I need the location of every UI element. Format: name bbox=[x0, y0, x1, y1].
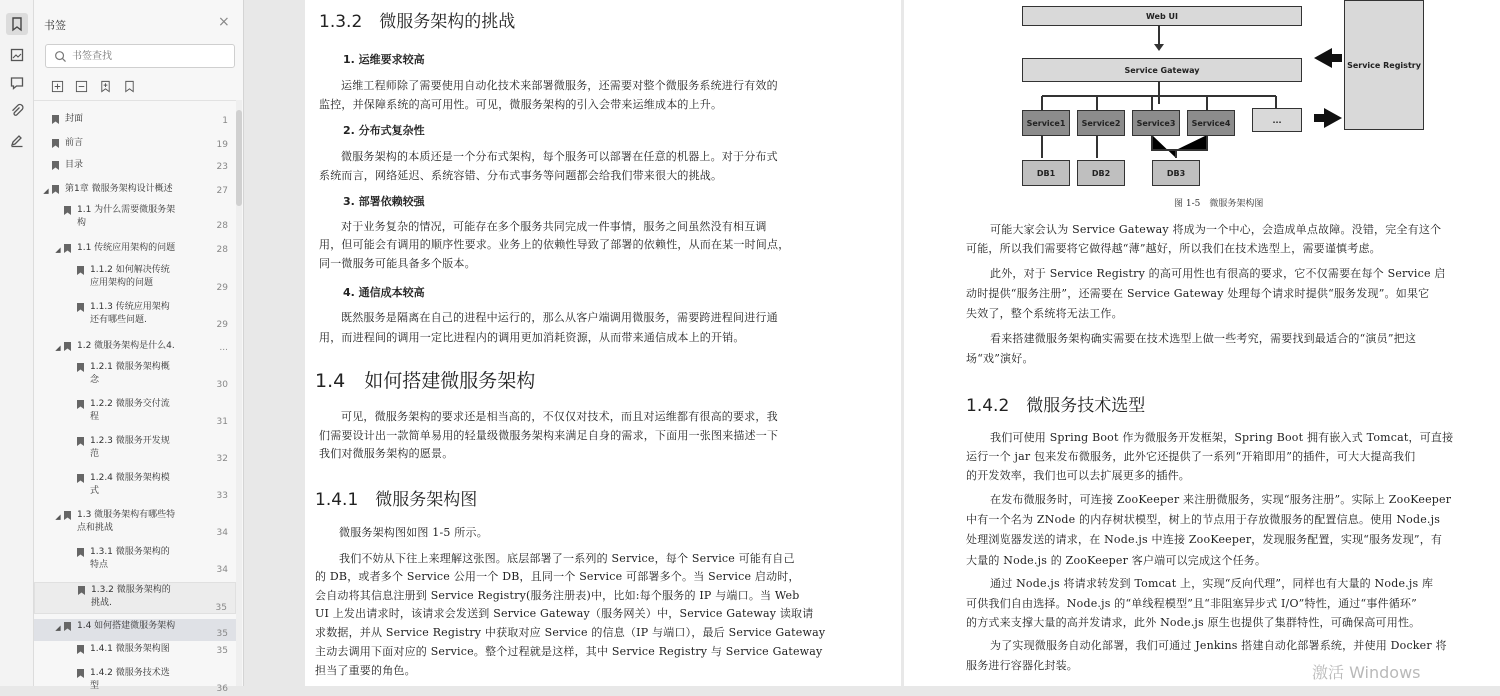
comment-tool[interactable] bbox=[6, 72, 28, 94]
bookmark-icon bbox=[77, 266, 84, 275]
bookmark-icon bbox=[77, 437, 84, 446]
text-line: 担当了重要的角色。 bbox=[315, 664, 416, 677]
bookmark-label: 1.1 为什么需要微服务架 构 bbox=[77, 205, 176, 228]
bookmark-item[interactable] bbox=[34, 300, 236, 332]
bookmark-page-number: 35 bbox=[216, 646, 228, 656]
bookmark-item[interactable] bbox=[34, 666, 236, 696]
text-line: 可能，所以我们需要将它做得越“薄”越好，所以我们在技术选型上，需要谨慎考虑。 bbox=[966, 242, 1381, 255]
bookmark-icon bbox=[52, 161, 59, 170]
text-line: 我们可使用 Spring Boot 作为微服务开发框架，Spring Boot 拥有嵌入式 Tomcat，可直接 bbox=[990, 431, 1454, 444]
db-box: DB3 bbox=[1152, 160, 1200, 186]
bookmark-page-number: 36 bbox=[216, 684, 228, 694]
db-box: DB1 bbox=[1022, 160, 1070, 186]
heading-1-4-1: 1.4.1 微服务架构图 bbox=[315, 490, 478, 510]
bookmark-search[interactable] bbox=[45, 44, 235, 68]
text-line: 运维工程师除了需要使用自动化技术来部署微服务，还需要对整个微服务系统进行有效的 bbox=[341, 79, 778, 92]
bookmark-page-number: 34 bbox=[216, 565, 228, 575]
remove-bookmark-icon bbox=[123, 80, 136, 93]
bookmark-label: 封面 bbox=[65, 114, 84, 124]
bookmark-label: 第1章 微服务架构设计概述 bbox=[65, 184, 173, 194]
attachment-icon bbox=[9, 103, 25, 119]
bookmark-toolbar bbox=[50, 79, 136, 93]
heading-1-3-2: 1.3.2 微服务架构的挑战 bbox=[319, 12, 516, 32]
bookmark-page-number: 32 bbox=[216, 454, 228, 464]
text-line: 服务进行容器化封装。 bbox=[966, 659, 1078, 672]
arrow-left-icon bbox=[1314, 48, 1342, 68]
bookmark-item[interactable] bbox=[34, 434, 236, 466]
text-line: 用，而进程间的调用一定比进程内的调用更加消耗资源，从而带来通信成本上的开销。 bbox=[319, 331, 745, 344]
text-line: 微服务架构的本质还是一个分布式架构，每个服务可以部署在任意的机器上。对于分布式 bbox=[341, 150, 778, 163]
bookmark-item[interactable] bbox=[34, 241, 236, 257]
bookmark-icon bbox=[77, 474, 84, 483]
bookmark-item[interactable] bbox=[34, 182, 236, 198]
expand-all-icon bbox=[51, 80, 64, 93]
text-line: 对于业务复杂的情况，可能存在多个服务共同完成一件事情，服务之间虽然没有相互调 bbox=[341, 220, 767, 233]
bookmark-page-number: ... bbox=[219, 343, 228, 353]
comment-icon bbox=[9, 75, 25, 91]
bookmark-item[interactable] bbox=[34, 508, 236, 540]
text-line: 我们不妨从下往上来理解这张图。底层部署了一系列的 Service，每个 Service 可能有自己 bbox=[339, 552, 795, 565]
bookmark-icon bbox=[77, 303, 84, 312]
expand-all-button[interactable] bbox=[50, 79, 64, 93]
bookmark-label: 1.4.2 微服务技术选 型 bbox=[90, 668, 170, 691]
bookmark-icon bbox=[77, 645, 84, 654]
search-icon bbox=[54, 50, 67, 63]
bookmark-icon bbox=[9, 16, 25, 32]
bookmark-label: 1.3.2 微服务架构的 挑战. bbox=[91, 585, 171, 608]
bookmark-label: 1.3.1 微服务架构的 特点 bbox=[90, 547, 170, 570]
text-line: 场“戏”演好。 bbox=[966, 352, 1034, 365]
bookmark-label: 1.2.2 微服务交付流 程 bbox=[90, 399, 170, 422]
architecture-diagram bbox=[1014, 0, 1494, 200]
bookmark-icon bbox=[64, 342, 71, 351]
bookmark-icon bbox=[64, 206, 71, 215]
text-line: 处理浏览器发送的请求，在 Node.js 中连接 ZooKeeper，发现服务配置，实现“服务发现”，有 bbox=[966, 533, 1443, 546]
figure-caption: 图 1-5 微服务架构图 bbox=[1174, 199, 1264, 209]
bookmark-label: 1.2.3 微服务开发规 范 bbox=[90, 436, 170, 459]
thumbnail-tool[interactable] bbox=[6, 44, 28, 66]
bookmark-item[interactable] bbox=[34, 158, 236, 174]
section-distributed-title: 2. 分布式复杂性 bbox=[343, 124, 425, 137]
section-deploy-title: 3. 部署依赖较强 bbox=[343, 195, 425, 208]
bookmark-page-number: 27 bbox=[216, 186, 228, 196]
bookmark-page-number: 29 bbox=[216, 283, 228, 293]
bookmark-icon bbox=[77, 400, 84, 409]
bookmark-label: 1.1 传统应用架构的问题 bbox=[77, 243, 176, 253]
text-line: 系统而言，网络延迟、系统容错、分布式事务等问题都会给我们带来很大的挑战。 bbox=[319, 169, 723, 182]
text-line: 通过 Node.js 将请求转发到 Tomcat 上，实现“反向代理”，同样也有大量的 Node.js 库 bbox=[990, 577, 1434, 590]
bookmark-label: 1.3 微服务架构有哪些特 点和挑战 bbox=[77, 510, 176, 533]
text-line: 监控，并保障系统的高可用性。可见，微服务架构的引入会带来运维成本的上升。 bbox=[319, 98, 723, 111]
tree-toggle-icon[interactable]: ◢ bbox=[55, 344, 61, 352]
bookmark-panel bbox=[34, 0, 244, 694]
tool-rail bbox=[0, 0, 34, 686]
signature-tool[interactable] bbox=[6, 129, 28, 151]
bookmark-label: 1.2.1 微服务架构概 念 bbox=[90, 362, 170, 385]
text-line: 既然服务是隔离在自己的进程中运行的，那么从客户端调用微服务，需要跨进程间进行通 bbox=[341, 311, 778, 324]
text-line: 的开发效率，我们也可以去扩展更多的插件。 bbox=[966, 469, 1190, 482]
service-box: Service2 bbox=[1077, 110, 1125, 136]
service-box: Service4 bbox=[1187, 110, 1235, 136]
panel-title: 书签 bbox=[44, 19, 66, 32]
service-more-box: ... bbox=[1252, 108, 1302, 132]
text-line: 看来搭建微服务架构确实需要在技术选型上做一些考究，需要找到最适合的“演员”把这 bbox=[990, 332, 1417, 345]
text-line: 可供我们自由选择。Node.js 的“单线程模型”且“非阻塞异步式 I/O”特性，通过“事件循环” bbox=[966, 597, 1417, 610]
tree-toggle-icon[interactable]: ◢ bbox=[55, 624, 61, 632]
activate-windows-watermark: 激活 Windows bbox=[1312, 663, 1421, 682]
add-bookmark-button[interactable] bbox=[98, 79, 112, 93]
collapse-all-icon bbox=[75, 80, 88, 93]
text-line: 可能大家会认为 Service Gateway 将成为一个中心，会造成单点故障。没错，完全有这个 bbox=[990, 223, 1442, 236]
text-line: 失效了，整个系统将无法工作。 bbox=[966, 307, 1123, 320]
text-line: 此外，对于 Service Registry 的高可用性也有很高的要求，它不仅需要在每个 Service 启 bbox=[990, 267, 1446, 280]
bookmark-item[interactable] bbox=[34, 397, 236, 429]
bookmark-page-number: 29 bbox=[216, 320, 228, 330]
bookmark-page-number: 35 bbox=[215, 603, 227, 613]
text-line: 中有一个名为 ZNode 的内存树状模型，树上的节点用于存放微服务的配置信息。使用 Node.js bbox=[966, 513, 1441, 526]
service-registry-box: Service Registry bbox=[1344, 0, 1424, 130]
tree-toggle-icon[interactable]: ◢ bbox=[55, 246, 61, 254]
text-line: 微服务架构图如图 1-5 所示。 bbox=[339, 526, 488, 539]
text-line: 会自动将其信息注册到 Service Registry(服务注册表)中，比如:每个服务的 IP 与端口。当 Web bbox=[315, 589, 800, 602]
bookmark-label: 目录 bbox=[65, 160, 84, 170]
tree-toggle-icon[interactable]: ◢ bbox=[43, 187, 49, 195]
bookmark-scrollbar[interactable] bbox=[236, 100, 242, 686]
text-line: 求数据，并从 Service Registry 中获取对应 Service 的信息（IP 与端口），最后 Service Gateway bbox=[315, 626, 826, 639]
tree-toggle-icon[interactable]: ◢ bbox=[55, 513, 61, 521]
heading-1-4: 1.4 如何搭建微服务架构 bbox=[315, 370, 536, 392]
bookmark-page-number: 1 bbox=[222, 116, 228, 126]
bookmark-item[interactable] bbox=[34, 203, 236, 233]
bookmark-item[interactable] bbox=[34, 112, 236, 128]
remove-bookmark-button[interactable] bbox=[122, 79, 136, 93]
bookmark-icon bbox=[64, 511, 71, 520]
bookmark-page-number: 19 bbox=[216, 140, 228, 150]
bookmark-icon bbox=[77, 548, 84, 557]
close-panel-button[interactable]: × bbox=[218, 14, 230, 30]
heading-1-4-2: 1.4.2 微服务技术选型 bbox=[966, 396, 1146, 416]
service-gateway-box: Service Gateway bbox=[1022, 58, 1302, 82]
bookmark-page-number: 31 bbox=[216, 417, 228, 427]
text-line: 们需要设计出一款简单易用的轻量级微服务架构来满足自身的需求，下面用一张图来描述一下 bbox=[319, 429, 779, 442]
arrow-right-icon bbox=[1314, 108, 1342, 128]
collapse-all-button[interactable] bbox=[74, 79, 88, 93]
bookmark-label: 1.2.4 微服务架构模 式 bbox=[90, 473, 170, 496]
section-comm-title: 4. 通信成本较高 bbox=[343, 286, 425, 299]
bookmark-item[interactable] bbox=[34, 642, 236, 658]
bookmark-page-number: 35 bbox=[216, 629, 228, 639]
section-ops-title: 1. 运维要求较高 bbox=[343, 53, 425, 66]
bookmark-label: 1.4.1 微服务架构图 bbox=[90, 644, 170, 654]
bookmark-item[interactable] bbox=[34, 136, 236, 152]
bookmark-icon bbox=[52, 139, 59, 148]
text-line: UI 上发出请求时，该请求会发送到 Service Gateway（服务网关）中，Service Gateway 读取请 bbox=[315, 607, 814, 620]
text-line: 大量的 Node.js 的 ZooKeeper 客户端可以完成这个任务。 bbox=[966, 554, 1267, 567]
service-box: Service3 bbox=[1132, 110, 1180, 136]
bookmark-item[interactable] bbox=[34, 619, 236, 641]
db-box: DB2 bbox=[1077, 160, 1125, 186]
bookmark-item[interactable] bbox=[34, 339, 236, 355]
bookmark-page-number: 23 bbox=[216, 162, 228, 172]
attachment-tool[interactable] bbox=[6, 100, 28, 122]
bookmark-item[interactable] bbox=[34, 545, 236, 577]
pdf-page-left bbox=[305, 0, 901, 686]
panel-divider bbox=[34, 100, 237, 101]
text-line: 的方式来支撑大量的高并发请求，此外 Node.js 原生也提供了集群特性，可确保高可用性。 bbox=[966, 616, 1421, 629]
bookmark-label: 1.1.3 传统应用架构 还有哪些问题. bbox=[90, 302, 170, 325]
text-line: 为了实现微服务自动化部署，我们可通过 Jenkins 搭建自动化部署系统，并使用 Docker 将 bbox=[990, 639, 1447, 652]
bookmark-icon bbox=[78, 586, 85, 595]
bookmark-page-number: 34 bbox=[216, 528, 228, 538]
text-line: 同一微服务可能具备多个版本。 bbox=[319, 257, 476, 270]
pdf-page-right bbox=[904, 0, 1500, 686]
bookmark-item[interactable] bbox=[34, 360, 236, 392]
text-line: 在发布微服务时，可连接 ZooKeeper 来注册微服务，实现“服务注册”。实际上 ZooKeeper bbox=[990, 493, 1452, 506]
bookmark-page-number: 33 bbox=[216, 491, 228, 501]
text-line: 动时提供“服务注册”，还需要在 Service Gateway 处理每个请求时提供“服务发现”。如果它 bbox=[966, 287, 1430, 300]
text-line: 运行一个 jar 包来发布微服务，此外它还提供了一系列“开箱即用”的插件，可大大提高我们 bbox=[966, 450, 1416, 463]
bookmark-icon bbox=[52, 115, 59, 124]
service-box: Service1 bbox=[1022, 110, 1070, 136]
bookmark-label: 1.1.2 如何解决传统 应用架构的问题 bbox=[90, 265, 170, 288]
thumbnail-icon bbox=[9, 47, 25, 63]
bookmark-label: 1.4 如何搭建微服务架构 bbox=[77, 621, 176, 631]
bookmark-search-input[interactable] bbox=[72, 48, 227, 64]
bookmark-icon bbox=[64, 244, 71, 253]
bookmark-icon bbox=[52, 185, 59, 194]
text-line: 可见，微服务架构的要求还是相当高的，不仅仅对技术，而且对运维都有很高的要求，我 bbox=[341, 410, 778, 423]
text-line: 的 DB，或者多个 Service 公用一个 DB，且同一个 Service 可部署多个。当 Service 启动时， bbox=[315, 570, 800, 583]
bookmark-label: 1.2 微服务架构是什么4. bbox=[77, 341, 175, 351]
bookmark-icon bbox=[77, 363, 84, 372]
bookmark-page-number: 28 bbox=[216, 221, 228, 231]
bookmark-page-number: 28 bbox=[216, 245, 228, 255]
add-bookmark-icon bbox=[99, 80, 112, 93]
bookmark-item[interactable] bbox=[34, 263, 236, 295]
bookmark-icon bbox=[77, 669, 84, 678]
bookmark-label: 前言 bbox=[65, 138, 84, 148]
text-line: 我们对微服务架构的愿景。 bbox=[319, 447, 454, 460]
web-ui-box: Web UI bbox=[1022, 6, 1302, 26]
bookmark-icon bbox=[64, 622, 71, 631]
bookmark-tool[interactable] bbox=[6, 13, 28, 35]
text-line: 用，但可能会有调用的顺序性要求。业务上的依赖性导致了部署的依赖性，从而在某一时间点， bbox=[319, 238, 790, 251]
bookmark-item[interactable] bbox=[34, 582, 236, 614]
text-line: 主动去调用下面对应的 Service。整个过程就是这样，其中 Service Registry 与 Service Gateway bbox=[315, 645, 823, 658]
bookmark-page-number: 30 bbox=[216, 380, 228, 390]
bookmark-item[interactable] bbox=[34, 471, 236, 503]
scrollbar-thumb[interactable] bbox=[236, 110, 242, 206]
signature-icon bbox=[9, 132, 25, 148]
